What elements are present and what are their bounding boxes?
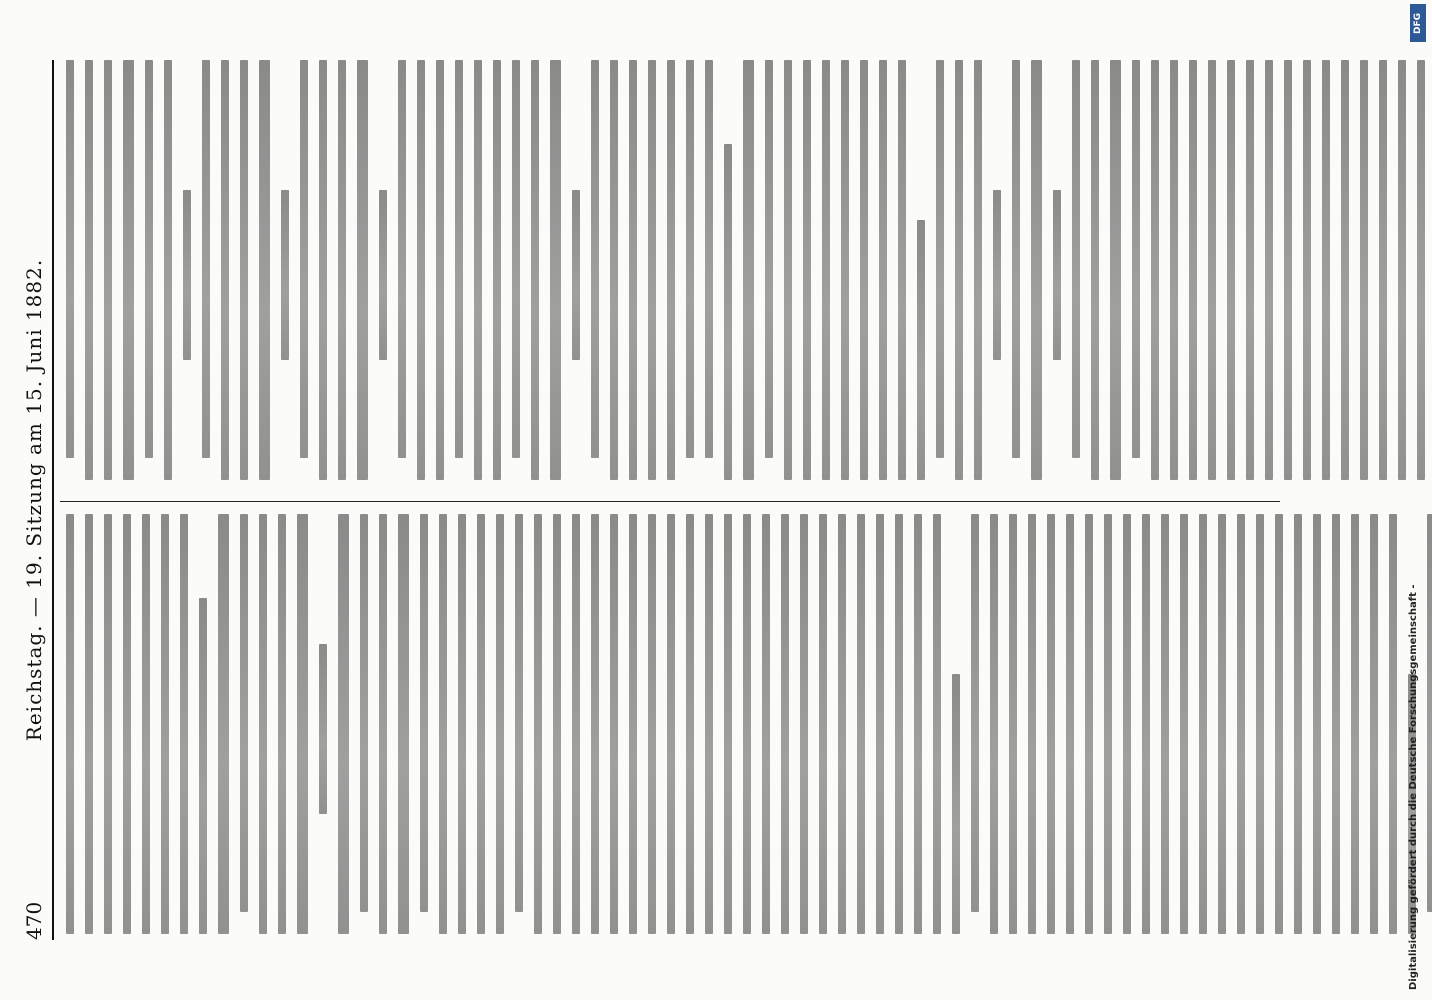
text-line	[1360, 60, 1368, 480]
text-line	[1351, 514, 1359, 934]
text-line	[221, 60, 229, 480]
text-line	[515, 514, 523, 912]
text-line	[895, 514, 903, 934]
text-line	[1237, 514, 1245, 934]
text-line	[1047, 514, 1055, 934]
text-line	[278, 514, 286, 934]
text-line	[1313, 514, 1321, 934]
text-line	[455, 60, 463, 458]
text-line	[936, 60, 944, 458]
text-line	[300, 60, 308, 458]
text-line	[572, 190, 580, 360]
text-line	[1151, 60, 1159, 480]
text-line	[686, 514, 694, 934]
text-line	[240, 60, 248, 480]
text-line	[857, 514, 865, 934]
text-line	[202, 60, 210, 458]
text-line	[439, 514, 447, 934]
text-line	[66, 514, 74, 934]
text-line	[161, 514, 169, 934]
text-line	[898, 60, 906, 480]
text-line	[85, 514, 93, 934]
text-line	[1031, 60, 1042, 480]
text-line	[705, 514, 713, 934]
text-line	[164, 60, 172, 480]
text-line	[1053, 190, 1061, 360]
text-line	[952, 674, 960, 934]
text-line	[1180, 514, 1188, 934]
text-line	[1303, 60, 1311, 480]
text-line	[743, 60, 754, 480]
text-line	[876, 514, 884, 934]
text-line	[648, 514, 656, 934]
text-line	[1389, 514, 1397, 934]
text-line	[1370, 514, 1378, 934]
text-line	[1085, 514, 1093, 934]
text-line	[531, 60, 539, 480]
dfg-logo: DFG	[1410, 4, 1426, 42]
text-line	[648, 60, 656, 480]
text-line	[1066, 514, 1074, 934]
text-line	[297, 514, 308, 934]
page-number: 470	[22, 901, 46, 940]
text-line	[1294, 514, 1302, 934]
digitization-note-text: Digitalisierung gefördert durch die Deutsche Forschungsgemeinschaft -	[1408, 584, 1419, 990]
text-line	[838, 514, 846, 934]
text-line	[1284, 60, 1292, 480]
text-line	[142, 514, 150, 934]
running-head	[22, 60, 48, 940]
text-line	[1072, 60, 1080, 458]
text-line	[338, 514, 349, 934]
text-line	[1265, 60, 1273, 480]
text-line	[357, 60, 368, 480]
text-line	[553, 514, 561, 934]
text-line	[1091, 60, 1099, 480]
text-line	[800, 514, 808, 934]
text-line	[199, 598, 207, 934]
text-line	[629, 514, 637, 934]
text-line	[66, 60, 74, 458]
text-line	[762, 514, 770, 934]
text-line	[259, 514, 267, 934]
text-line	[360, 514, 368, 912]
text-line	[1341, 60, 1349, 480]
text-line	[914, 514, 922, 934]
text-line	[1227, 60, 1235, 480]
text-line	[974, 60, 982, 480]
text-line	[1218, 514, 1226, 934]
text-line	[240, 514, 248, 912]
text-line	[104, 514, 112, 934]
text-line	[819, 514, 827, 934]
text-line	[1170, 60, 1178, 480]
text-line	[534, 514, 542, 934]
text-line	[477, 514, 485, 934]
text-line	[1132, 60, 1140, 458]
text-line	[724, 514, 732, 934]
text-line	[572, 514, 580, 934]
text-line	[550, 60, 561, 480]
text-line	[458, 514, 466, 934]
text-line	[686, 60, 694, 458]
header-rule	[52, 60, 54, 940]
text-line	[781, 514, 789, 934]
text-line	[784, 60, 792, 480]
text-line	[1189, 60, 1197, 480]
text-line	[724, 144, 732, 480]
text-line	[145, 60, 153, 458]
text-line	[743, 514, 751, 934]
text-line	[1275, 514, 1283, 934]
text-line	[180, 514, 188, 934]
text-line	[398, 60, 406, 458]
text-line	[993, 190, 1001, 360]
text-line	[822, 60, 830, 480]
text-line	[123, 514, 131, 934]
text-line	[1199, 514, 1207, 934]
text-line	[860, 60, 868, 480]
text-line	[1208, 60, 1216, 480]
text-line	[183, 190, 191, 360]
running-title: Reichstag. — 19. Sitzung am 15. Juni 1882.	[22, 258, 46, 742]
text-line	[1379, 60, 1387, 480]
text-line	[104, 60, 112, 480]
text-line	[123, 60, 134, 480]
text-line	[1123, 514, 1131, 934]
text-line	[398, 514, 409, 934]
text-line	[591, 60, 599, 458]
text-line	[218, 514, 229, 934]
text-line	[281, 190, 289, 360]
right-column-text	[66, 60, 1432, 480]
text-line	[85, 60, 93, 480]
text-line	[705, 60, 713, 458]
text-line	[1110, 60, 1121, 480]
text-line	[1142, 514, 1150, 934]
text-line	[955, 60, 963, 480]
text-line	[379, 514, 387, 934]
text-line	[496, 514, 504, 934]
text-line	[667, 60, 675, 480]
text-line	[933, 514, 941, 934]
digitization-note	[1408, 0, 1428, 1000]
text-line	[338, 60, 346, 480]
text-line	[420, 514, 428, 912]
text-line	[1161, 514, 1169, 934]
text-line	[841, 60, 849, 480]
text-line	[1012, 60, 1020, 458]
text-line	[1398, 60, 1406, 480]
text-line	[319, 644, 327, 814]
left-column-text	[66, 514, 1432, 934]
text-line	[417, 60, 425, 480]
text-line	[474, 60, 482, 480]
text-line	[803, 60, 811, 480]
text-line	[610, 514, 618, 934]
text-line	[1332, 514, 1340, 934]
text-line	[379, 190, 387, 360]
text-line	[259, 60, 270, 480]
text-line	[1246, 60, 1254, 480]
text-line	[1256, 514, 1264, 934]
text-line	[436, 60, 444, 480]
text-line	[629, 60, 637, 480]
column-divider	[60, 501, 1280, 502]
text-line	[917, 220, 925, 480]
text-line	[765, 60, 773, 458]
text-line	[493, 60, 501, 480]
text-line	[971, 514, 979, 912]
text-line	[879, 60, 887, 480]
text-line	[1009, 514, 1017, 934]
text-line	[1028, 514, 1036, 934]
text-line	[990, 514, 998, 934]
text-line	[610, 60, 618, 480]
text-line	[512, 60, 520, 458]
text-line	[667, 514, 675, 934]
text-line	[319, 60, 327, 480]
text-line	[1104, 514, 1112, 934]
text-line	[591, 514, 599, 934]
text-line	[1322, 60, 1330, 480]
